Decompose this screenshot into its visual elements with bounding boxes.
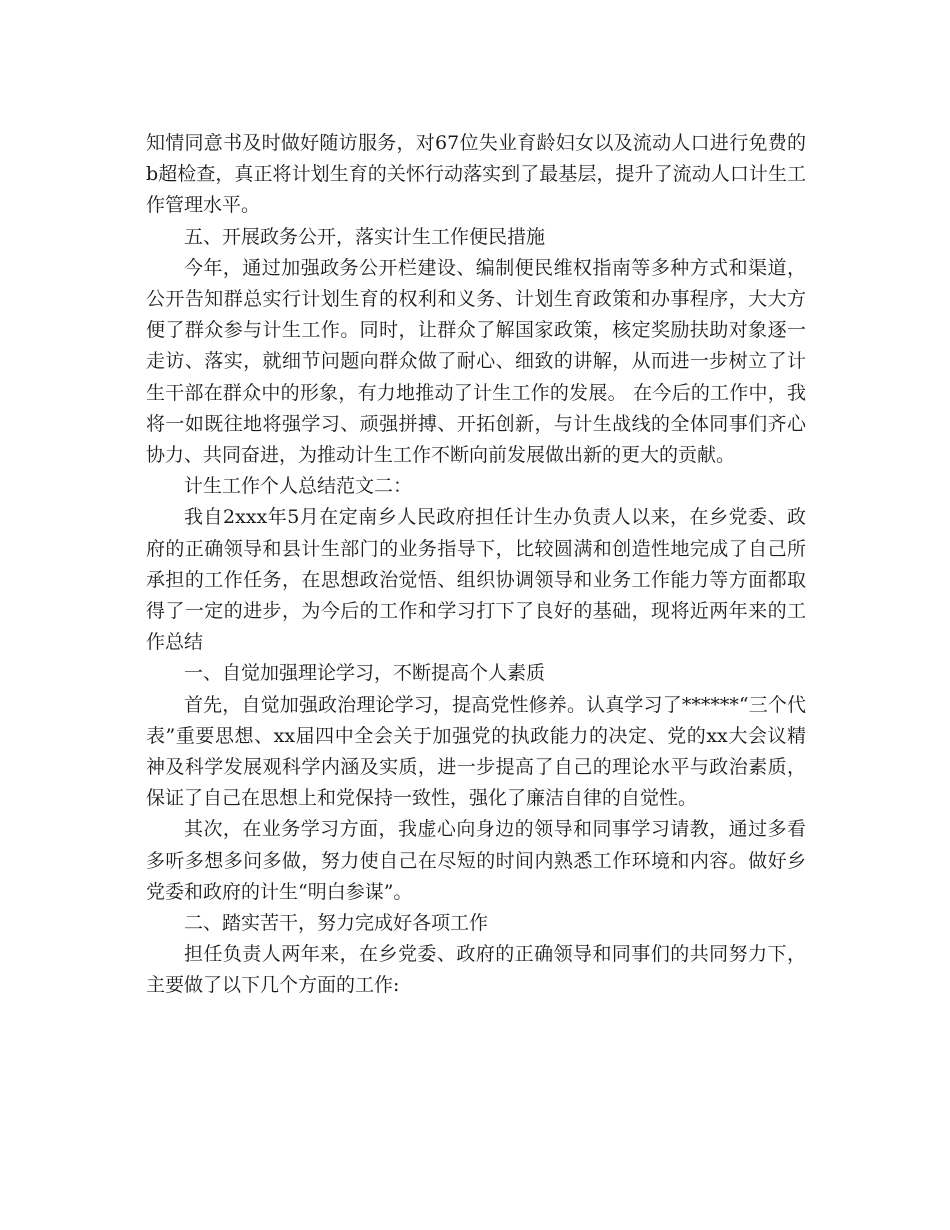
article-title-2: 计生工作个人总结范文二： bbox=[184, 475, 413, 498]
paragraph-4: 首先，自觉加强政治理论学习，提高党性修养。认真学习了******“三个代表”重要思想、xx届四中全会关于加强党的执政能力的决定、党的xx大会议精神及科学发展观科学内涵及实质，进一步提高了自己的理论水平与政治素质，保证了自己在思想上和党保持一致性，强化了廉洁自律的自觉性。 bbox=[146, 693, 806, 810]
paragraph-1: 知情同意书及时做好随访服务，对67位失业育龄妇女以及流动人口进行免费的b超检查，真正将计划生育的关怀行动落实到了最基层，提升了流动人口计生工作管理水平。 bbox=[146, 132, 806, 217]
paragraph-3: 我自2xxx年5月在定南乡人民政府担任计生办负责人以来，在乡党委、政府的正确领导和县计生部门的业务指导下，比较圆满和创造性地完成了自己所承担的工作任务，在思想政治觉悟、组织协调领导和业务工作能力等方面都取得了一定的进步，为今后的工作和学习打下了良好的基础，现将近两年来的工作总结 bbox=[146, 506, 806, 654]
section-heading-2: 二、踏实苦干，努力完成好各项工作 bbox=[184, 912, 489, 935]
section-heading-1: 一、自觉加强理论学习，不断提高个人素质 bbox=[184, 662, 546, 685]
paragraph-5: 其次，在业务学习方面，我虚心向身边的领导和同事学习请教，通过多看多听多想多问多做，努力使自己在尽短的时间内熟悉工作环境和内容。做好乡党委和政府的计生“明白参谋”。 bbox=[146, 818, 806, 903]
section-heading-5: 五、开展政务公开，落实计生工作便民措施 bbox=[184, 225, 546, 248]
paragraph-2: 今年，通过加强政务公开栏建设、编制便民维权指南等多种方式和渠道，公开告知群总实行计划生育的权利和义务、计划生育政策和办事程序，大大方便了群众参与计生工作。同时，让群众了解国家政策，核定奖励扶助对象逐一走访、落实，就细节问题向群众做了耐心、细致的讲解，从而进一步树立了计生干部在群众中的形象，有力地推动了计生工作的发展。 在今后的工作中，我将一如既往地将强学习、顽强拼搏、开拓创新，与计生战线的全体同事们齐心协力、共同奋进，为推动计生工作不断向前发展做出新的更大的贡献。 bbox=[146, 256, 806, 467]
paragraph-6: 担任负责人两年来，在乡党委、政府的正确领导和同事们的共同努力下，主要做了以下几个方面的工作: bbox=[146, 943, 806, 997]
document-body bbox=[146, 128, 806, 1002]
